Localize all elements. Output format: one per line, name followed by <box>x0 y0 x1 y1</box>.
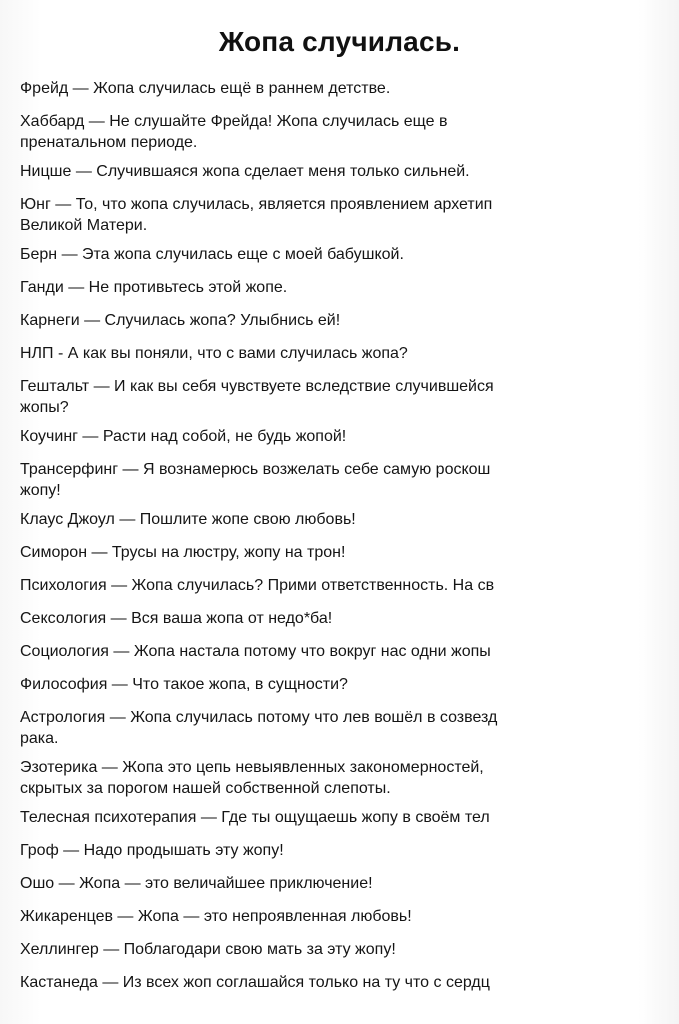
list-item <box>20 78 679 99</box>
list-item-line: Астрология — Жопа случилась потому что лев вошёл в созвезд <box>20 709 498 726</box>
list-item-line: Эзотерика — Жопа это цепь невыявленных закономерностей, <box>20 759 484 776</box>
list-item <box>20 376 679 418</box>
list-item <box>20 426 679 447</box>
list-item-line: Берн — Эта жопа случилась еще с моей бабушкой. <box>20 246 404 263</box>
list-item <box>20 310 679 331</box>
list-item-line: жопы? <box>20 399 69 416</box>
list-item <box>20 707 679 749</box>
list-item-line: Великой Матери. <box>20 217 148 234</box>
list-item-line: Хаббард — Не слушайте Фрейда! Жопа случилась еще в <box>20 113 448 130</box>
list-item <box>20 608 679 629</box>
list-item-line: Ошо — Жопа — это величайшее приключение! <box>20 875 373 892</box>
list-item-line: Трансерфинг — Я вознамерюсь возжелать себе самую роскош <box>20 461 491 478</box>
list-item-line: пренатальном периоде. <box>20 134 198 151</box>
list-item <box>20 906 679 927</box>
list-item-line: Юнг — То, что жопа случилась, является проявлением архетип <box>20 196 493 213</box>
list-item-line: Гештальт — И как вы себя чувствуете вследствие случившейся <box>20 378 494 395</box>
quote-list <box>20 78 679 1005</box>
list-item <box>20 161 679 182</box>
list-item-line: Кастанеда — Из всех жоп соглашайся только на ту что с сердц <box>20 974 490 991</box>
list-item <box>20 939 679 960</box>
list-item <box>20 343 679 364</box>
list-item-line: Фрейд — Жопа случилась ещё в раннем детстве. <box>20 80 391 97</box>
list-item-line: НЛП - А как вы поняли, что с вами случилась жопа? <box>20 345 408 362</box>
list-item-line: Психология — Жопа случилась? Прими ответственность. На св <box>20 577 495 594</box>
list-item <box>20 194 679 236</box>
list-item-line: жопу! <box>20 482 61 499</box>
page-title: Жопа случилась. <box>218 26 461 57</box>
list-item-line: Сексология — Вся ваша жопа от недо*ба! <box>20 610 333 627</box>
list-item-line: Гроф — Надо продышать эту жопу! <box>20 842 284 859</box>
list-item <box>20 509 679 530</box>
list-item <box>20 757 679 799</box>
list-item-line: Клаус Джоул — Пошлите жопе свою любовь! <box>20 511 356 528</box>
list-item-line: Карнеги — Случилась жопа? Улыбнись ей! <box>20 312 341 329</box>
list-item <box>20 244 679 265</box>
list-item-line: скрытых за порогом нашей собственной слепоты. <box>20 780 391 797</box>
list-item <box>20 277 679 298</box>
list-item <box>20 111 679 153</box>
list-item-line: рака. <box>20 730 59 747</box>
list-item <box>20 873 679 894</box>
list-item-line: Телесная психотерапия — Где ты ощущаешь жопу в своём тел <box>20 809 490 826</box>
list-item <box>20 542 679 563</box>
list-item <box>20 807 679 828</box>
list-item <box>20 674 679 695</box>
list-item-line: Философия — Что такое жопа, в сущности? <box>20 676 348 693</box>
list-item <box>20 641 679 662</box>
list-item-line: Симорон — Трусы на люстру, жопу на трон! <box>20 544 346 561</box>
list-item-line: Ганди — Не противьтесь этой жопе. <box>20 279 288 296</box>
list-item <box>20 575 679 596</box>
list-item-line: Социология — Жопа настала потому что вокруг нас одни жопы <box>20 643 491 660</box>
list-item-line: Ницше — Случившаяся жопа сделает меня только сильней. <box>20 163 470 180</box>
list-item-line: Хеллингер — Поблагодари свою мать за эту жопу! <box>20 941 396 958</box>
list-item <box>20 459 679 501</box>
list-item <box>20 840 679 861</box>
list-item <box>20 972 679 993</box>
list-item-line: Коучинг — Расти над собой, не будь жопой! <box>20 428 347 445</box>
list-item-line: Жикаренцев — Жопа — это непроявленная любовь! <box>20 908 412 925</box>
